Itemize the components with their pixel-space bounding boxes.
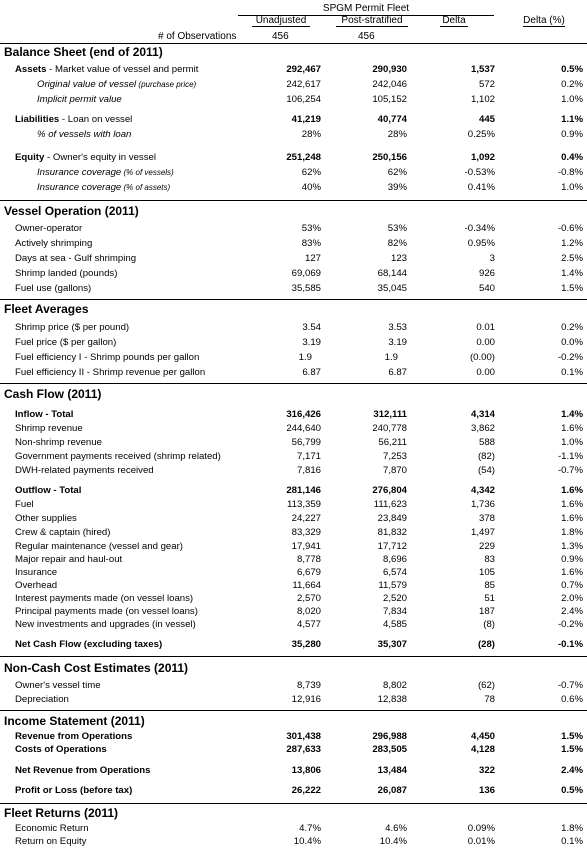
cell: 1.6% — [561, 567, 583, 578]
cell: 316,426 — [286, 409, 321, 420]
table-row — [0, 94, 587, 108]
row-label: Interest payments made (on vessel loans) — [15, 593, 194, 604]
cell: 1.2% — [561, 238, 583, 249]
table-row — [0, 567, 587, 581]
row-label: Fuel price ($ per gallon) — [15, 337, 117, 348]
cell: 7,834 — [382, 606, 407, 617]
row-label: Actively shrimping — [15, 238, 93, 249]
obs-label: # of Observations — [158, 31, 237, 42]
table-row — [0, 451, 587, 465]
cell: 229 — [478, 541, 495, 552]
cell: 6.87 — [302, 367, 321, 378]
cell: 113,359 — [287, 499, 321, 510]
row-label: Depreciation — [15, 694, 69, 705]
section-fleet-returns: Fleet Returns (2011) — [4, 806, 119, 820]
table-row — [0, 223, 587, 237]
cell: 83% — [301, 238, 321, 249]
cell: 1,092 — [470, 152, 495, 163]
table-row — [0, 238, 587, 252]
cell: 53% — [301, 223, 321, 234]
section-fleet-averages: Fleet Averages — [4, 302, 89, 316]
row-label: Insurance — [15, 567, 58, 578]
section-cash-flow: Cash Flow (2011) — [4, 387, 102, 401]
cell: 290,930 — [372, 64, 407, 75]
cell: 283,505 — [372, 744, 407, 755]
cell: 82% — [387, 238, 407, 249]
cell: 17,712 — [377, 541, 407, 552]
cell: 8,696 — [382, 554, 407, 565]
row-label: Shrimp price ($ per pound) — [15, 322, 130, 333]
cell: 3.53 — [388, 322, 407, 333]
cell: 1,537 — [470, 64, 495, 75]
cell: 2.4% — [561, 765, 583, 776]
row-label: Economic Return — [15, 823, 89, 834]
cell: 240,778 — [372, 423, 407, 434]
col-delta: Delta — [440, 15, 468, 27]
cell: 111,623 — [373, 499, 407, 510]
cell: 13,484 — [377, 765, 407, 776]
cell: 12,916 — [291, 694, 321, 705]
row-label: Principal payments made (on vessel loans) — [15, 606, 198, 617]
cell: 1.0% — [561, 437, 583, 448]
cell: 296,988 — [372, 731, 407, 742]
cell: 127 — [304, 253, 321, 264]
cell: 40,774 — [377, 114, 407, 125]
table-row — [0, 836, 587, 850]
cell: 2,520 — [382, 593, 407, 604]
row-label: % of vessels with loan — [37, 129, 132, 140]
row-label: - Market value of vessel and permit — [46, 64, 199, 75]
cell: 1.5% — [561, 731, 583, 742]
cell: 24,227 — [291, 513, 321, 524]
cell: -0.2% — [557, 352, 583, 363]
row-label: Overhead — [15, 580, 58, 591]
row-label: Fuel efficiency II - Shrimp revenue per gallon — [15, 367, 206, 378]
table-row — [0, 64, 587, 78]
cell: 540 — [478, 283, 495, 294]
cell: 1.0% — [561, 94, 583, 105]
cell: (0.00) — [469, 352, 495, 363]
cell: -0.8% — [557, 167, 583, 178]
cell: 0.2% — [561, 322, 583, 333]
cell: 35,045 — [377, 283, 407, 294]
row-label: Outflow - Total — [15, 485, 82, 496]
cell: 1.4% — [561, 268, 583, 279]
table-row — [0, 167, 587, 181]
cell: -0.1% — [557, 639, 583, 650]
table-row — [0, 541, 587, 555]
table-row — [0, 322, 587, 336]
divider — [0, 383, 587, 384]
obs-unadjusted: 456 — [272, 31, 289, 42]
cell: 0.00 — [476, 337, 495, 348]
row-label: - Loan on vessel — [59, 114, 133, 125]
cell: 0.95% — [467, 238, 495, 249]
cell: 83,329 — [291, 527, 321, 538]
cell: 35,585 — [291, 283, 321, 294]
obs-post: 456 — [358, 31, 375, 42]
row-label: DWH-related payments received — [15, 465, 154, 476]
cell: 0.01% — [467, 836, 495, 847]
cell: 56,799 — [291, 437, 321, 448]
row-label: Other supplies — [15, 513, 77, 524]
cell: 35,280 — [291, 639, 321, 650]
cell: 1.1% — [561, 114, 583, 125]
row-label: Return on Equity — [15, 836, 87, 847]
cell: 7,171 — [296, 451, 321, 462]
cell: 53% — [387, 223, 407, 234]
cell: -0.53% — [464, 167, 495, 178]
table-row — [0, 409, 587, 423]
cell: 6.87 — [388, 367, 407, 378]
cell: 3.19 — [302, 337, 321, 348]
cell: 242,046 — [372, 79, 407, 90]
cell: 0.4% — [561, 152, 583, 163]
cell: 40% — [301, 182, 321, 193]
cell: 85 — [484, 580, 495, 591]
cell: 0.0% — [561, 337, 583, 348]
row-label: Fuel use (gallons) — [15, 283, 92, 294]
row-label: - Owner's equity in vessel — [44, 152, 156, 163]
cell: 187 — [478, 606, 495, 617]
cell: 17,941 — [291, 541, 321, 552]
cell: 26,087 — [377, 785, 407, 796]
cell: 0.5% — [561, 64, 583, 75]
table-row — [0, 680, 587, 694]
cell: 276,804 — [372, 485, 407, 496]
cell: 1.9 — [298, 352, 312, 363]
row-label-bold: Equity — [15, 152, 45, 163]
cell: 4,342 — [470, 485, 495, 496]
cell: 281,146 — [286, 485, 321, 496]
cell: 8,778 — [296, 554, 321, 565]
row-label-bold: Liabilities — [15, 114, 60, 125]
table-row — [0, 606, 587, 620]
cell: (28) — [477, 639, 495, 650]
cell: 4,128 — [470, 744, 495, 755]
row-label: Fuel efficiency I - Shrimp pounds per gallon — [15, 352, 200, 363]
cell: 1.6% — [561, 423, 583, 434]
row-label: Inflow - Total — [15, 409, 74, 420]
cell: 251,248 — [286, 152, 321, 163]
section-income-statement: Income Statement (2011) — [4, 714, 145, 728]
divider — [0, 43, 587, 44]
cell: 62% — [387, 167, 407, 178]
col-unadjusted: Unadjusted — [252, 15, 310, 27]
cell: 26,222 — [291, 785, 321, 796]
cell: -0.34% — [464, 223, 495, 234]
divider — [0, 803, 587, 804]
cell: 1.4% — [561, 409, 583, 420]
table-row — [0, 152, 587, 166]
cell: 78 — [484, 694, 495, 705]
divider — [0, 200, 587, 201]
row-label: Insurance coverage — [37, 182, 122, 193]
row-label: Profit or Loss (before tax) — [15, 785, 133, 796]
cell: -1.1% — [557, 451, 583, 462]
cell: 10.4% — [293, 836, 321, 847]
cell: -0.2% — [557, 619, 583, 630]
cell: 1.8% — [561, 823, 583, 834]
cell: 2.0% — [561, 593, 583, 604]
cell: 2.4% — [561, 606, 583, 617]
table-row — [0, 268, 587, 282]
cell: 244,640 — [286, 423, 321, 434]
table-row — [0, 79, 587, 93]
cell: 7,816 — [296, 465, 321, 476]
cell: -0.6% — [557, 223, 583, 234]
row-label: Insurance coverage — [37, 167, 122, 178]
row-label: Government payments received (shrimp related) — [15, 451, 221, 462]
cell: 0.01 — [476, 322, 495, 333]
row-note: (% of vessels) — [121, 168, 174, 177]
table-row — [0, 639, 587, 653]
cell: 62% — [301, 167, 321, 178]
cell: 1.6% — [561, 513, 583, 524]
cell: 4,450 — [470, 731, 495, 742]
cell: 312,111 — [373, 409, 407, 420]
cell: 39% — [387, 182, 407, 193]
cell: 35,307 — [377, 639, 407, 650]
cell: 4,314 — [470, 409, 495, 420]
cell: 0.9% — [561, 554, 583, 565]
cell: 4,577 — [296, 619, 321, 630]
table-row — [0, 744, 587, 758]
table-row — [0, 129, 587, 143]
cell: 1.9 — [384, 352, 398, 363]
cell: 1,102 — [470, 94, 495, 105]
cell: 0.5% — [561, 785, 583, 796]
cell: 83 — [484, 554, 495, 565]
cell: 8,739 — [296, 680, 321, 691]
row-label: Original value of vessel — [37, 79, 137, 90]
table-row — [0, 352, 587, 366]
cell: 1,736 — [470, 499, 495, 510]
row-label: Crew & captain (hired) — [15, 527, 111, 538]
table-row — [0, 182, 587, 196]
cell: 0.09% — [467, 823, 495, 834]
cell: 8,802 — [382, 680, 407, 691]
table-row — [0, 823, 587, 837]
section-non-cash: Non-Cash Cost Estimates (2011) — [4, 661, 189, 675]
cell: 0.7% — [561, 580, 583, 591]
row-note: (purchase price) — [136, 80, 197, 89]
cell: 4.6% — [385, 823, 407, 834]
cell: 1,497 — [470, 527, 495, 538]
cell: 1.6% — [561, 499, 583, 510]
cell: 301,438 — [286, 731, 321, 742]
cell: 4.7% — [299, 823, 321, 834]
cell: 3.19 — [388, 337, 407, 348]
cell: 0.1% — [561, 836, 583, 847]
cell: 6,679 — [296, 567, 321, 578]
cell: 28% — [387, 129, 407, 140]
cell: 12,838 — [377, 694, 407, 705]
cell: 0.41% — [467, 182, 495, 193]
cell: 7,870 — [382, 465, 407, 476]
cell: (82) — [477, 451, 495, 462]
row-label: New investments and upgrades (in vessel) — [15, 619, 196, 630]
row-label: Implicit permit value — [37, 94, 122, 105]
table-row — [0, 580, 587, 594]
table-row — [0, 485, 587, 499]
table-row — [0, 527, 587, 541]
cell: 23,849 — [377, 513, 407, 524]
cell: 69,069 — [291, 268, 321, 279]
section-balance-sheet: Balance Sheet (end of 2011) — [4, 45, 163, 59]
cell: (8) — [483, 619, 495, 630]
row-label: Costs of Operations — [15, 744, 107, 755]
cell: 106,254 — [286, 94, 321, 105]
cell: 105,152 — [372, 94, 407, 105]
cell: 11,664 — [292, 580, 321, 591]
cell: 1.5% — [561, 283, 583, 294]
table-row — [0, 283, 587, 297]
cell: 7,253 — [382, 451, 407, 462]
row-note: (% of assets) — [121, 183, 171, 192]
cell: 588 — [478, 437, 495, 448]
table-row — [0, 423, 587, 437]
cell: 11,579 — [378, 580, 407, 591]
section-vessel-operation: Vessel Operation (2011) — [4, 204, 139, 218]
cell: -0.7% — [557, 465, 583, 476]
cell: 322 — [478, 765, 495, 776]
row-label-bold: Assets — [15, 64, 47, 75]
cell: 2,570 — [296, 593, 321, 604]
col-post-stratified: Post-stratified — [336, 15, 408, 27]
divider — [0, 710, 587, 711]
row-label: Owner-operator — [15, 223, 83, 234]
cell: 123 — [390, 253, 407, 264]
table-row — [0, 554, 587, 568]
cell: 0.6% — [561, 694, 583, 705]
row-label: Revenue from Operations — [15, 731, 133, 742]
cell: 1.0% — [561, 182, 583, 193]
table-row — [0, 513, 587, 527]
cell: 0.9% — [561, 129, 583, 140]
cell: 1.8% — [561, 527, 583, 538]
cell: 2.5% — [561, 253, 583, 264]
table-row — [0, 619, 587, 633]
cell: 250,156 — [372, 152, 407, 163]
cell: 6,574 — [382, 567, 407, 578]
table-row — [0, 465, 587, 479]
cell: 105 — [478, 567, 495, 578]
cell: 0.00 — [476, 367, 495, 378]
table-row — [0, 367, 587, 381]
row-label: Net Cash Flow (excluding taxes) — [15, 639, 163, 650]
table-row — [0, 114, 587, 128]
cell: -0.7% — [557, 680, 583, 691]
table-row — [0, 593, 587, 607]
cell: 56,211 — [378, 437, 407, 448]
row-label: Fuel — [15, 499, 34, 510]
cell: 8,020 — [296, 606, 321, 617]
cell: 28% — [301, 129, 321, 140]
cell: 10.4% — [379, 836, 407, 847]
table-row — [0, 785, 587, 799]
cell: 68,144 — [377, 268, 407, 279]
fleet-title: SPGM Permit Fleet — [238, 3, 494, 16]
cell: 41,219 — [291, 114, 321, 125]
divider — [0, 299, 587, 300]
table-row — [0, 694, 587, 708]
cell: 926 — [478, 268, 495, 279]
cell: 3,862 — [470, 423, 495, 434]
cell: 378 — [478, 513, 495, 524]
row-label: Owner's vessel time — [15, 680, 101, 691]
table-header — [0, 0, 587, 44]
cell: 1.6% — [561, 485, 583, 496]
table-row — [0, 337, 587, 351]
row-label: Shrimp landed (pounds) — [15, 268, 118, 279]
cell: 0.25% — [467, 129, 495, 140]
cell: 572 — [478, 79, 495, 90]
cell: 3 — [489, 253, 495, 264]
cell: (62) — [477, 680, 495, 691]
cell: 81,832 — [377, 527, 407, 538]
table-row — [0, 253, 587, 267]
cell: 51 — [484, 593, 495, 604]
cell: 1.5% — [561, 744, 583, 755]
table-row — [0, 499, 587, 513]
cell: 445 — [478, 114, 495, 125]
table-row — [0, 765, 587, 779]
cell: 136 — [478, 785, 495, 796]
table-row — [0, 731, 587, 745]
cell: 13,806 — [291, 765, 321, 776]
row-label: Shrimp revenue — [15, 423, 83, 434]
cell: 3.54 — [302, 322, 321, 333]
cell: 0.2% — [561, 79, 583, 90]
cell: 242,617 — [286, 79, 321, 90]
row-label: Days at sea - Gulf shrimping — [15, 253, 137, 264]
cell: 287,633 — [286, 744, 321, 755]
col-delta-pct: Delta (%) — [523, 15, 565, 26]
table-row — [0, 437, 587, 451]
divider — [0, 656, 587, 657]
row-label: Net Revenue from Operations — [15, 765, 151, 776]
row-label: Non-shrimp revenue — [15, 437, 102, 448]
cell: 1.3% — [561, 541, 583, 552]
cell: 0.1% — [561, 367, 583, 378]
cell: 292,467 — [286, 64, 321, 75]
row-label: Regular maintenance (vessel and gear) — [15, 541, 183, 552]
cell: (54) — [477, 465, 495, 476]
cell: 4,585 — [382, 619, 407, 630]
row-label: Major repair and haul-out — [15, 554, 123, 565]
